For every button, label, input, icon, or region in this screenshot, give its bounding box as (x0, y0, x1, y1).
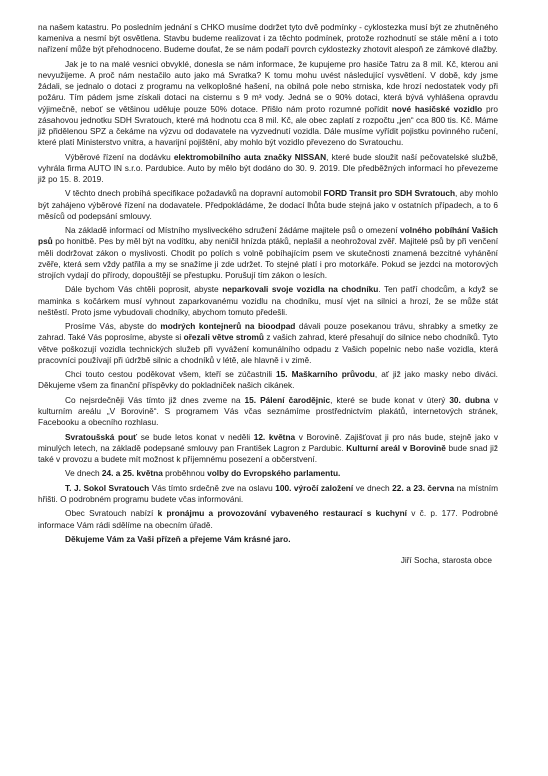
bold-text: neparkovali svoje vozidla na chodníku (222, 284, 379, 295)
bold-text: T. J. Sokol Svratouch (65, 482, 150, 493)
bold-text: Kulturní areál v Borovině (346, 442, 446, 453)
bold-text: 12. května (253, 431, 296, 442)
document-body (38, 22, 498, 545)
bold-text: 30. dubna (449, 394, 490, 405)
text-run: V těchto dnech probíhá specifikace požadavků na dopravní automobil (65, 188, 324, 199)
bold-text: 100. výročí založení (275, 482, 354, 493)
text-run: , které se bude konat v úterý (330, 394, 450, 405)
paragraph (38, 188, 498, 222)
text-run: na místním hřišti. O podrobném programu budete včas informováni. (38, 482, 498, 504)
paragraph (38, 152, 498, 186)
paragraph (38, 468, 498, 479)
bold-text: 15. Maškarního průvodu (276, 369, 375, 380)
bold-text: FORD Transit pro SDH Svratouch (323, 188, 456, 199)
text-run: v č. p. 177. Podrobné informace Vám rádi sdělíme na obecním úřadě. (38, 508, 498, 530)
paragraph (38, 225, 498, 281)
bold-text: ořezali větve stromů (183, 332, 264, 343)
bold-text: 15. Pálení čarodějnic (244, 394, 331, 405)
paragraph (38, 508, 498, 530)
text-run: na našem katastru. Po posledním jednání s CHKO musíme dodržet tyto dvě podmínky - cyklostezka musí být ze zhutněného kamenivа a nesmí být osvětlena. Stavbu budeme realizovat i za těchto podmínek, protože rozhodnutí se stále mění a i toto nařízení může být přehodnoceno. Budeme doufat, že se nám podaří povrch cyklostezky zhotovit alespoň ze zámkové dlažby. (38, 22, 498, 55)
text-run: z vašich zahrad, které přesahují do silnice nebo chodníků. Tyto větve poškozují vozidla technických služeb při vyvážení komunálního odpadu z Vašich popelnic nebo naše vozidla, která pracovníci používají při údržbě silnic a chodníků v létě, ale hlavně i v zimě. (38, 332, 499, 365)
text-run: v Borovině. Zajišťovat ji pro nás bude, stejně jako v minulých letech, na základě podepsané smlouvy pan František Lagron z Pardubic. (38, 431, 498, 453)
text-run: , aby mohlo být zahájeno výběrové řízení na dodavatele. Předpokládáme, že dodací lhůta bude stejná jako v ostatních případech, a to 6 měsíců od podepsání smlouvy. (38, 188, 498, 221)
bold-text: k pronájmu a provozování vybaveného restaurací s kuchyní (157, 508, 407, 519)
text-run: Jak je to na malé vesnici obvyklé, donesla se nám informace, že kupujeme pro hasiče Tatru za 8 mil. Kč, kterou ani nevyužijeme. A proč nám nestačilo auto jako má Svratka? K tomu mohu uvést následující vysvětlení. V době, kdy jsme žádali, se jednalo o dotaci z programu na velkoplošné hašení, na obilná pole nebo strniska, kde hrozí nedostatek vody při požáru. Tím pádem jsme získali dotaci na cisternu s 9 m³ vody. Jedná se o 90% dotaci, která bývá vyhlášena opravdu výjimečně, neboť se většinou uděluje pouze 50% dotace. Přišlo nám proto rozumné pořídit (38, 58, 498, 114)
paragraph (38, 369, 498, 391)
text-run: . Ten patří chodcům, a když se maminka s kočárkem musí vyhnout zaparkovanému vozidlu na chodníku, musí vjet na silnici a hrozí, že se může stát neštěstí. Proto jsme vybudovali chodníky, abychom tomuto předešli. (38, 284, 498, 317)
paragraph (38, 534, 498, 545)
text-run: pro zásahovou jednotku SDH Svratouch, které má hodnotu cca 8 mil. Kč, ale obec zaplatí z rozpočtu „jen“ cca 800 tis. Kč. Máme již přidělenou SPZ a čekáme na výzvu od dodavatele na vyzvednutí vozidla. Dále musíme vyřídit pojistku povinného ručení, které platí Ministerstvo vnitra, a havarijní pojištění, aby mohlo být vozidlo převezeno do Svratouchu. (38, 103, 499, 148)
text-run: proběhnou (162, 468, 208, 479)
bold-text: Svratoušská pouť (65, 431, 138, 442)
bold-text: volby do Evropského parlamentu. (207, 468, 341, 479)
text-run: Dále bychom Vás chtěli poprosit, abyste (65, 284, 223, 295)
text-run: , které bude sloužit naší pečovatelské službě, vyhrála firma AUTO IN s.r.o. Pardubice. Auto by mělo být dodáno do 30. 9. 2019. Dle předběžných informací ho převezeme již po 15. 8. 2019. (38, 151, 498, 185)
text-run: bude snad již také v provozu a budete mít možnost k příjemnému posezení a občerstvení. (38, 442, 498, 464)
bold-text: Děkujeme Vám za Vaši přízeň a přejeme Vám krásné jaro. (65, 533, 291, 544)
text-run: v kulturním areálu „V Borovině“. S programem Vás včas seznámíme prostřednictvím plakátů, internetových stránek, Facebooku a obecního rozhlasu. (38, 394, 498, 428)
bold-text: elektromobilního auta značky NISSAN (173, 151, 327, 162)
bold-text: 22. a 23. června (392, 482, 455, 493)
bold-text: volného pobíhání Vašich psů (38, 225, 498, 247)
text-run: Obec Svratouch nabízí (65, 508, 158, 519)
paragraph (38, 284, 498, 318)
text-run: Prosíme Vás, abyste do (65, 321, 161, 332)
text-run: Výběrové řízení na dodávku (65, 151, 174, 162)
paragraph (38, 483, 498, 505)
paragraph (38, 321, 498, 366)
text-run: , ať již jako masky nebo diváci. Děkujeme všem za finanční příspěvky do pokladniček našich cikánek. (38, 369, 498, 391)
text-run: Co nejsrdečněji Vás tímto již dnes zveme na (65, 394, 245, 405)
paragraph (38, 59, 498, 149)
text-run: Chci touto cestou poděkovat všem, kteří se zúčastnili (65, 369, 277, 380)
text-run: Ve dnech (65, 468, 102, 479)
text-run: ve dnech (353, 482, 393, 493)
bold-text: nové hasičské vozidlo (391, 103, 483, 114)
text-run: po honitbě. Pes by měl být na vodítku, aby neničil hnízda ptáků, neplašil a neohrožoval zvěř. Majitelé psů by při venčení měli dodržovat zákon o myslivosti. Chodit po polích s volně pobíhajícím psem ve skutečnosti znamená bezcitné vyhánění zvěře, která sem vždy patřila a my se snažíme ji zde udržet. To stejné platí i pro motorkáře. Pokud se jezdci na motorových strojích vydají do přírody, dopouštějí se přestupku. Porušují tím zákon o lesích. (38, 236, 498, 281)
text-run: se bude letos konat v neděli (137, 431, 254, 442)
text-run: Na základě informací od Místního mysliveckého sdružení žádáme majitele psů o omezení (65, 225, 401, 236)
signature: Jiří Socha, starosta obce (400, 555, 492, 566)
paragraph (38, 22, 498, 56)
paragraph (38, 395, 498, 429)
text-run: dávali pouze posekanou trávu, shrabky a smetky ze zahrad. Také Vás poprosíme, abyste si (38, 321, 499, 343)
bold-text: modrých kontejnerů na bioodpad (160, 321, 296, 332)
bold-text: 24. a 25. května (101, 468, 163, 479)
paragraph (38, 432, 498, 466)
text-run: Vás tímto srdečně zve na oslavu (149, 482, 276, 493)
